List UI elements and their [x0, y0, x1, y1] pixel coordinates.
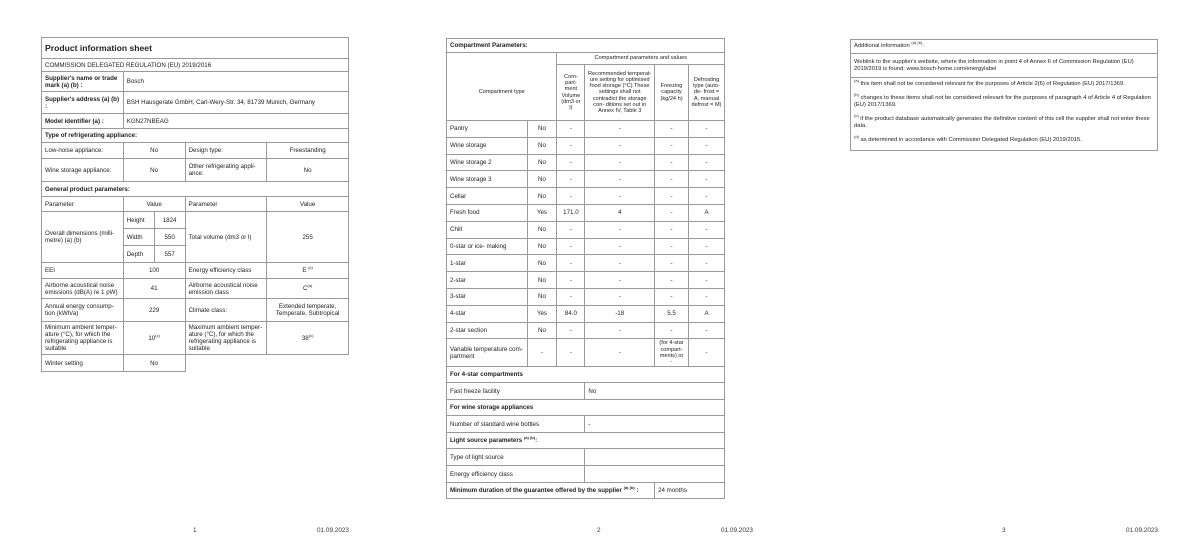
col-defrosting-type: Defrosting type (auto-de- frost = A, manual defrost = M): [689, 65, 725, 121]
compartment-defrost-cell: -: [689, 255, 725, 272]
compartment-volume-cell: -: [557, 255, 585, 272]
min-temp-label: Minimum ambient temper- ature (°C), for which the refrigerating appliance is suitable: [42, 322, 124, 355]
winter-setting-value: No: [123, 355, 185, 372]
page-number-2: 2: [597, 527, 601, 534]
compartment-temp-cell: -: [585, 322, 655, 339]
compartment-row: [447, 272, 725, 289]
compartment-name-cell: Variable temperature com- partment: [447, 339, 528, 367]
compartment-defrost-cell: -: [689, 188, 725, 205]
compartment-defrost-cell: A: [689, 305, 725, 322]
model-value: KGN27NBEAG: [123, 114, 348, 129]
compartment-volume-cell: -: [557, 121, 585, 138]
footnote-b-text: changes to these items shall not be considered relevant for the purposes of paragraph 4 of Article 4 of Regulation (EU) 2017/1369.: [854, 95, 1151, 108]
product-info-table: [41, 37, 349, 372]
compartment-row: [447, 154, 725, 171]
col-compartment-type: Compartment type: [447, 65, 557, 121]
page-date-1: 01.09.2023: [317, 527, 349, 534]
light-efficiency-label: Energy efficiency class: [447, 466, 585, 483]
compartment-freeze-cell: -: [655, 154, 689, 171]
compartment-name-cell: Chill: [447, 221, 528, 238]
compartment-temp-cell: 4: [585, 204, 655, 221]
compartment-present-cell: -: [527, 339, 557, 367]
compartment-name-cell: Wine storage 3: [447, 171, 528, 188]
footnote-a-mark: (a): [854, 78, 859, 84]
depth-label: Depth: [123, 246, 154, 263]
compartment-row: [447, 221, 725, 238]
page-title: Product information sheet: [42, 38, 349, 59]
guarantee-value: 24 months: [655, 483, 725, 499]
compartment-freeze-cell: -: [655, 238, 689, 255]
page-1: [41, 37, 349, 372]
compartment-present-cell: No: [527, 188, 557, 205]
compartment-freeze-cell: -: [655, 255, 689, 272]
light-header: Light source parameters: [450, 437, 523, 445]
noise-class-sup: (a): [307, 282, 313, 288]
compartment-present-cell: No: [527, 322, 557, 339]
compartment-freeze-cell: -: [655, 137, 689, 154]
fast-freeze-value: No: [585, 383, 725, 400]
model-label: Model identifier (a) :: [42, 114, 124, 129]
additional-info-sup: (a) (b): [911, 40, 923, 46]
light-efficiency-value: [585, 466, 725, 483]
compartment-defrost-cell: -: [689, 154, 725, 171]
compartment-row: [447, 322, 725, 339]
compartment-temp-cell: -: [585, 255, 655, 272]
depth-value: 557: [154, 246, 185, 263]
compartment-freeze-cell: -: [655, 204, 689, 221]
wine-storage-value: No: [123, 159, 185, 182]
page-date-2: 01.09.2023: [721, 527, 753, 534]
design-type-value: Freestanding: [267, 143, 349, 159]
fast-freeze-label: Fast freeze facility: [447, 383, 585, 400]
footnote-c-text: if the product database automatically generates the definitive content of this cell the supplier shall not enter these data.: [854, 116, 1150, 129]
col-compartment-volume: Com- part- ment Volume (dm3 or l): [557, 65, 585, 121]
compartment-row: [447, 238, 725, 255]
compartment-defrost-cell: -: [689, 171, 725, 188]
compartment-name-cell: 4-star: [447, 305, 528, 322]
guarantee-label: Minimum duration of the guarantee offered by the supplier: [450, 487, 622, 495]
compartment-row: [447, 137, 725, 154]
annual-energy-value: 229: [123, 299, 185, 322]
compartment-freeze-cell: -: [655, 221, 689, 238]
height-value: 1824: [154, 212, 185, 229]
compartment-defrost-cell: -: [689, 238, 725, 255]
page-number-1: 1: [193, 527, 197, 534]
compartment-present-cell: No: [527, 121, 557, 138]
compartment-name-cell: 2-star section: [447, 322, 528, 339]
low-noise-value: No: [123, 143, 185, 159]
address-value: BSH Hausgerate GmbH, Carl-Wery-Str. 34, 81739 Munich, Germany: [123, 92, 348, 114]
max-temp-label: Maximum ambient temper- ature (°C), for which the refrigerating appliance is suitable: [185, 322, 267, 355]
noise-class-label: Airborne acoustical noise emission class: [185, 279, 267, 299]
compartment-rows: [447, 121, 725, 367]
compartment-freeze-cell: -: [655, 171, 689, 188]
compartment-defrost-cell: -: [689, 288, 725, 305]
col-value: Value: [123, 197, 185, 212]
supplier-label: Supplier's name or trade mark (a) (b) :: [42, 72, 124, 92]
supplier-value: Bosch: [123, 72, 348, 92]
compartment-present-cell: No: [527, 272, 557, 289]
compartment-freeze-cell: -: [655, 322, 689, 339]
efficiency-class-label: Energy efficiency class: [185, 263, 267, 279]
compartment-volume-cell: -: [557, 272, 585, 289]
volume-label: Total volume (dm3 or l): [185, 212, 267, 263]
compartment-defrost-cell: -: [689, 339, 725, 367]
wine-bottles-value: -: [585, 416, 725, 433]
compartment-volume-cell: -: [557, 221, 585, 238]
footnote-b: [854, 92, 1154, 109]
low-noise-label: Low-noise appliance:: [42, 143, 124, 159]
footnote-d: [854, 134, 1154, 144]
compartment-temp-cell: -: [585, 121, 655, 138]
compartment-name-cell: 0-star or ice- making: [447, 238, 528, 255]
compartment-freeze-cell: -: [655, 272, 689, 289]
page-date-3: 01.09.2023: [1126, 527, 1158, 534]
footnote-c: [854, 113, 1154, 130]
page-2: [446, 38, 754, 499]
compartment-header: Compartment Parameters:: [447, 39, 725, 53]
regulation-text: COMMISSION DELEGATED REGULATION (EU) 2019/2016: [42, 59, 349, 72]
compartment-name-cell: Wine storage 2: [447, 154, 528, 171]
page-number-3: 3: [1002, 527, 1006, 534]
wine-bottles-label: Number of standard wine bottles: [447, 416, 585, 433]
four-star-header: For 4-star compartments: [447, 367, 725, 383]
type-header: Type of refrigerating appliance:: [42, 129, 349, 143]
noise-value: 41: [123, 279, 185, 299]
col-value-2: Value: [267, 197, 349, 212]
compartment-present-cell: No: [527, 288, 557, 305]
efficiency-class-cell: [267, 263, 349, 279]
compartment-row: [447, 121, 725, 138]
compartment-present-cell: No: [527, 154, 557, 171]
light-header-cell: Light source parameters $^{(a) (b)}$:: [447, 433, 725, 449]
compartment-name-cell: 2-star: [447, 272, 528, 289]
compartment-defrost-cell: -: [689, 322, 725, 339]
footnote-a-text: this item shall not be considered relevant for the purposes of Article 2(6) of Regulation (EU) 2017/1369.: [860, 81, 1125, 87]
compartment-volume-cell: -: [557, 288, 585, 305]
winter-setting-label: Winter setting: [42, 355, 124, 372]
compartment-temp-cell: -: [585, 339, 655, 367]
noise-class-cell: [267, 279, 349, 299]
noise-label: Airborne acoustical noise emissions (dB(A) re 1 pW): [42, 279, 124, 299]
compartment-volume-cell: -: [557, 322, 585, 339]
compartment-row: [447, 255, 725, 272]
compartment-temp-cell: -: [585, 221, 655, 238]
compartment-present-cell: No: [527, 238, 557, 255]
compartment-name-cell: Wine storage: [447, 137, 528, 154]
footnote-a: [854, 78, 1154, 88]
climate-class-label: Climate class:: [185, 299, 267, 322]
min-temp-cell: [123, 322, 185, 355]
compartment-defrost-cell: -: [689, 272, 725, 289]
weblink-text: Weblink to the supplier's website, where the information in point 4 of Annex II of Commission Regulation (EU) 2019/2019 is found: www.bosch-home.com/energylabel: [851, 54, 1158, 78]
compartment-freeze-cell: -: [655, 121, 689, 138]
additional-info-cell: Additional information $^{(a) (b)}$:: [851, 40, 1158, 54]
footnote-d-mark: (d): [854, 134, 859, 140]
eei-label: EEI: [42, 263, 124, 279]
compartment-temp-cell: -: [585, 288, 655, 305]
compartment-name-cell: 1-star: [447, 255, 528, 272]
light-header-sup: (a) (b): [523, 435, 536, 441]
footnote-b-mark: (b): [854, 92, 859, 98]
other-refrigerating-value: No: [267, 159, 349, 182]
compartment-freeze-cell: -: [655, 188, 689, 205]
compartment-defrost-cell: A: [689, 204, 725, 221]
compartment-present-cell: Yes: [527, 305, 557, 322]
compartment-volume-cell: 171.0: [557, 204, 585, 221]
other-refrigerating-label: Other refrigerating appli- ance:: [185, 159, 267, 182]
efficiency-class-sup: (c): [308, 264, 313, 270]
compartment-volume-cell: -: [557, 137, 585, 154]
compartment-volume-cell: -: [557, 188, 585, 205]
compartment-freeze-cell: (for 4-star compart- ments) or -: [655, 339, 689, 367]
wine-header: For wine storage appliances: [447, 400, 725, 416]
compartment-temp-cell: -18: [585, 305, 655, 322]
col-recommended-temp: Recommended temperat- ure setting for optimised food storage (°C) These settings shall not contradict the storage con- ditions set out in Annex IV, Table 3: [585, 65, 655, 121]
compartment-temp-cell: -: [585, 154, 655, 171]
compartment-row: [447, 339, 725, 367]
height-label: Height: [123, 212, 154, 229]
compartment-present-cell: Yes: [527, 204, 557, 221]
compartment-temp-cell: -: [585, 137, 655, 154]
compartment-volume-cell: 84.0: [557, 305, 585, 322]
compartment-temp-cell: -: [585, 188, 655, 205]
compartment-name-cell: 3-star: [447, 288, 528, 305]
design-type-label: Design type:: [185, 143, 267, 159]
additional-info-table: [850, 39, 1158, 151]
compartment-temp-cell: -: [585, 171, 655, 188]
address-label: Supplier's address (a) (b) :: [42, 92, 124, 114]
compartment-temp-cell: -: [585, 272, 655, 289]
compartment-defrost-cell: -: [689, 221, 725, 238]
page-3: [850, 39, 1158, 151]
compartment-row: [447, 204, 725, 221]
compartment-volume-cell: -: [557, 238, 585, 255]
width-value: 550: [154, 229, 185, 246]
light-type-label: Type of light source: [447, 449, 585, 466]
guarantee-label-cell: Minimum duration of the guarantee offered by the supplier $^{(a) (b)}$ :: [447, 483, 655, 499]
min-temp-value: 10: [148, 334, 156, 342]
volume-value: 255: [267, 212, 349, 263]
max-temp-sup: (c): [308, 332, 314, 338]
wine-storage-label: Wine storage appliance:: [42, 159, 124, 182]
additional-info-label: Additional information: [854, 43, 910, 49]
width-label: Width: [123, 229, 154, 246]
compartment-volume-cell: -: [557, 339, 585, 367]
compartment-temp-cell: -: [585, 238, 655, 255]
compartment-present-cell: No: [527, 221, 557, 238]
compartment-volume-cell: -: [557, 171, 585, 188]
min-temp-sup: (c): [155, 332, 160, 338]
col-parameter: Parameter: [42, 197, 124, 212]
compartment-freeze-cell: -: [655, 288, 689, 305]
footnotes-cell: [851, 78, 1158, 151]
compartment-present-cell: No: [527, 171, 557, 188]
efficiency-class-value: E: [302, 267, 307, 274]
noise-class-value: C: [302, 285, 308, 292]
compartment-name-cell: Pantry: [447, 121, 528, 138]
compartment-defrost-cell: -: [689, 121, 725, 138]
compartment-freeze-cell: 5.5: [655, 305, 689, 322]
compartment-present-cell: No: [527, 137, 557, 154]
compartment-table: [446, 38, 725, 499]
max-temp-value: 38: [301, 334, 309, 342]
general-header: General product parameters:: [42, 182, 349, 197]
footnote-d-text: as determined in accordance with Commission Delegated Regulation (EU) 2019/2015.: [860, 137, 1082, 143]
climate-class-value: Extended temperate, Temperate, Subtropical: [267, 299, 349, 322]
light-type-value: [585, 449, 725, 466]
eei-value: 100: [123, 263, 185, 279]
compartment-row: [447, 171, 725, 188]
compartment-volume-cell: -: [557, 154, 585, 171]
compartment-present-cell: No: [527, 255, 557, 272]
max-temp-cell: [267, 322, 349, 355]
guarantee-sup: (a) (b): [623, 485, 635, 491]
compartment-defrost-cell: -: [689, 137, 725, 154]
compartment-group-header: Compartment parameters and values: [557, 53, 725, 65]
compartment-name-cell: Cellar: [447, 188, 528, 205]
compartment-row: [447, 288, 725, 305]
annual-energy-label: Annual energy consump- tion (kWh/a): [42, 299, 124, 322]
compartment-row: [447, 188, 725, 205]
compartment-row: [447, 305, 725, 322]
col-freezing-capacity: Freezing capacity (kg/24 h): [655, 65, 689, 121]
col-parameter-2: Parameter: [185, 197, 267, 212]
compartment-name-cell: Fresh food: [447, 204, 528, 221]
footnote-c-mark: (c): [854, 113, 859, 119]
dimensions-label: Overall dimensions (milli- metre) (a) (b): [42, 212, 124, 263]
